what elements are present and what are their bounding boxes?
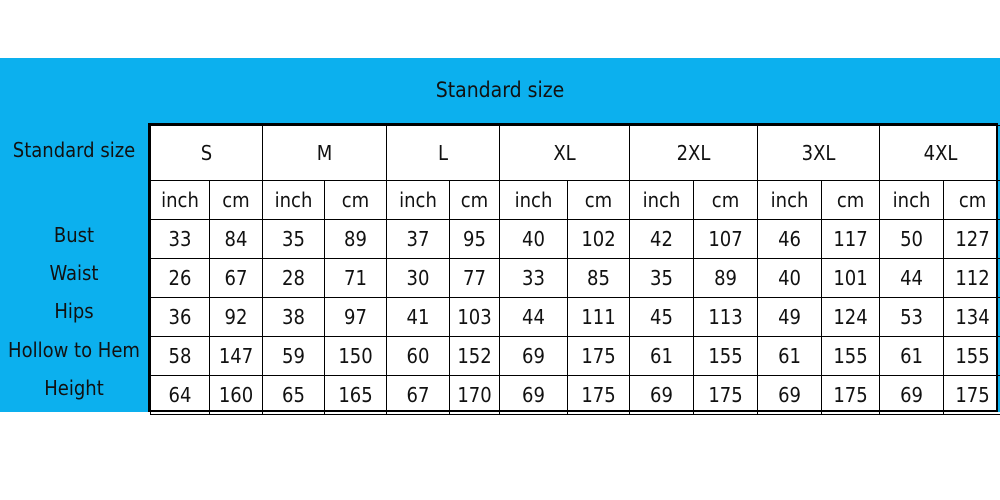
table-cell: 45 bbox=[630, 298, 694, 337]
table-cell: 155 bbox=[694, 337, 758, 376]
unit-header-inch: inch bbox=[630, 181, 694, 220]
table-cell: 67 bbox=[387, 376, 450, 415]
table-cell: 175 bbox=[568, 337, 630, 376]
unit-header-inch: inch bbox=[387, 181, 450, 220]
table-cell: 35 bbox=[630, 259, 694, 298]
unit-header-row bbox=[151, 181, 1000, 220]
table-row-waist bbox=[151, 259, 1000, 298]
table-cell: 175 bbox=[822, 376, 880, 415]
table-cell: 67 bbox=[210, 259, 263, 298]
table-cell: 69 bbox=[500, 376, 568, 415]
table-row-height bbox=[151, 376, 1000, 415]
table-cell: 175 bbox=[568, 376, 630, 415]
table-cell: 61 bbox=[630, 337, 694, 376]
table-cell: 170 bbox=[450, 376, 500, 415]
table-cell: 175 bbox=[944, 376, 1000, 415]
table-cell: 40 bbox=[758, 259, 822, 298]
size-header-2xl: 2XL bbox=[630, 126, 758, 181]
table-cell: 127 bbox=[944, 220, 1000, 259]
table-cell: 53 bbox=[880, 298, 944, 337]
table-cell: 85 bbox=[568, 259, 630, 298]
table-cell: 112 bbox=[944, 259, 1000, 298]
table-row-hollow-to-hem bbox=[151, 337, 1000, 376]
unit-header-inch: inch bbox=[880, 181, 944, 220]
table-cell: 42 bbox=[630, 220, 694, 259]
table-cell: 152 bbox=[450, 337, 500, 376]
table-cell: 58 bbox=[151, 337, 210, 376]
unit-header-cm: cm bbox=[210, 181, 263, 220]
table-cell: 50 bbox=[880, 220, 944, 259]
unit-header-cm: cm bbox=[822, 181, 880, 220]
table-cell: 69 bbox=[500, 337, 568, 376]
table-cell: 69 bbox=[630, 376, 694, 415]
table-cell: 64 bbox=[151, 376, 210, 415]
table-cell: 49 bbox=[758, 298, 822, 337]
table-cell: 103 bbox=[450, 298, 500, 337]
table-cell: 69 bbox=[758, 376, 822, 415]
table-cell: 65 bbox=[263, 376, 325, 415]
table-cell: 36 bbox=[151, 298, 210, 337]
row-label-bust: Bust bbox=[53, 223, 95, 247]
table-cell: 38 bbox=[263, 298, 325, 337]
row-label-height: Height bbox=[44, 376, 104, 400]
table-cell: 35 bbox=[263, 220, 325, 259]
table-cell: 28 bbox=[263, 259, 325, 298]
table-cell: 92 bbox=[210, 298, 263, 337]
size-chart-panel bbox=[0, 58, 1000, 412]
table-cell: 111 bbox=[568, 298, 630, 337]
size-table-frame bbox=[148, 123, 998, 412]
row-label-waist: Waist bbox=[49, 261, 99, 285]
table-cell: 150 bbox=[325, 337, 387, 376]
size-header-4xl: 4XL bbox=[880, 126, 1000, 181]
table-row-hips bbox=[151, 298, 1000, 337]
table-cell: 61 bbox=[880, 337, 944, 376]
table-cell: 40 bbox=[500, 220, 568, 259]
size-header-row bbox=[151, 126, 1000, 181]
table-cell: 160 bbox=[210, 376, 263, 415]
table-cell: 102 bbox=[568, 220, 630, 259]
table-cell: 113 bbox=[694, 298, 758, 337]
table-cell: 89 bbox=[694, 259, 758, 298]
table-cell: 46 bbox=[758, 220, 822, 259]
table-cell: 95 bbox=[450, 220, 500, 259]
unit-header-cm: cm bbox=[944, 181, 1000, 220]
table-cell: 147 bbox=[210, 337, 263, 376]
table-cell: 44 bbox=[880, 259, 944, 298]
size-table bbox=[150, 125, 1000, 415]
table-cell: 124 bbox=[822, 298, 880, 337]
row-label-hips: Hips bbox=[54, 299, 94, 323]
table-cell: 117 bbox=[822, 220, 880, 259]
table-cell: 89 bbox=[325, 220, 387, 259]
table-row-bust bbox=[151, 220, 1000, 259]
table-cell: 37 bbox=[387, 220, 450, 259]
table-cell: 175 bbox=[694, 376, 758, 415]
size-header-3xl: 3XL bbox=[758, 126, 880, 181]
table-cell: 41 bbox=[387, 298, 450, 337]
table-cell: 134 bbox=[944, 298, 1000, 337]
table-cell: 26 bbox=[151, 259, 210, 298]
unit-header-cm: cm bbox=[568, 181, 630, 220]
unit-header-inch: inch bbox=[151, 181, 210, 220]
corner-label: Standard size bbox=[12, 138, 136, 162]
chart-title: Standard size bbox=[435, 78, 565, 102]
unit-header-inch: inch bbox=[263, 181, 325, 220]
unit-header-cm: cm bbox=[450, 181, 500, 220]
unit-header-cm: cm bbox=[694, 181, 758, 220]
table-cell: 30 bbox=[387, 259, 450, 298]
size-header-s: S bbox=[151, 126, 263, 181]
table-cell: 107 bbox=[694, 220, 758, 259]
table-cell: 155 bbox=[944, 337, 1000, 376]
unit-header-inch: inch bbox=[758, 181, 822, 220]
table-cell: 165 bbox=[325, 376, 387, 415]
table-cell: 60 bbox=[387, 337, 450, 376]
size-header-l: L bbox=[387, 126, 500, 181]
unit-header-inch: inch bbox=[500, 181, 568, 220]
table-cell: 33 bbox=[151, 220, 210, 259]
size-header-m: M bbox=[263, 126, 387, 181]
table-cell: 84 bbox=[210, 220, 263, 259]
table-cell: 33 bbox=[500, 259, 568, 298]
table-cell: 77 bbox=[450, 259, 500, 298]
size-header-xl: XL bbox=[500, 126, 630, 181]
table-cell: 44 bbox=[500, 298, 568, 337]
row-label-hollow-to-hem: Hollow to Hem bbox=[8, 338, 140, 362]
table-cell: 97 bbox=[325, 298, 387, 337]
table-cell: 69 bbox=[880, 376, 944, 415]
table-cell: 61 bbox=[758, 337, 822, 376]
unit-header-cm: cm bbox=[325, 181, 387, 220]
table-cell: 71 bbox=[325, 259, 387, 298]
table-cell: 59 bbox=[263, 337, 325, 376]
table-cell: 155 bbox=[822, 337, 880, 376]
table-cell: 101 bbox=[822, 259, 880, 298]
